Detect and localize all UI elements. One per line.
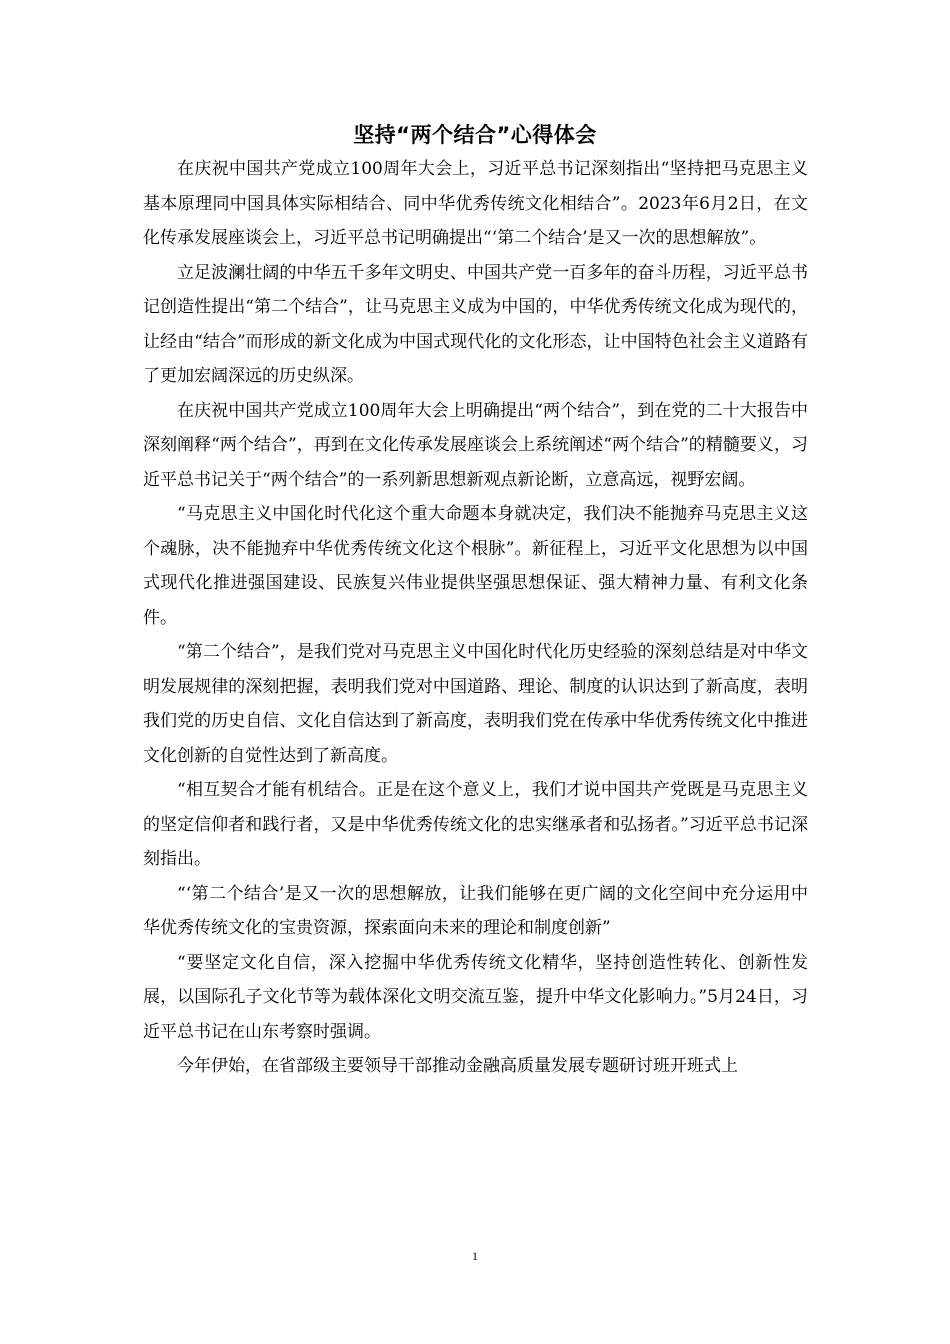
paragraph: 在庆祝中国共产党成立100周年大会上明确提出“两个结合”，到在党的二十大报告中深刻阐释“两个结合”，再到在文化传承发展座谈会上系统阐述“两个结合”的精髓要义，习近平总书记关于“两个结合”的一系列新思想新观点新论断，立意高远，视野宏阔。: [143, 400, 808, 490]
paragraph: “要坚定文化自信，深入挖掘中华优秀传统文化精华，坚持创造性转化、创新性发展，以国际孔子文化节等为载体深化文明交流互鉴，提升中华文化影响力。”5月24日，习近平总书记在山东考察时强调。: [143, 952, 808, 1042]
paragraph: 立足波澜壮阔的中华五千多年文明史、中国共产党一百多年的奋斗历程，习近平总书记创造性提出“第二个结合”，让马克思主义成为中国的，中华优秀传统文化成为现代的，让经由“结合”而形成的新文化成为中国式现代化的文化形态，让中国特色社会主义道路有了更加宏阔深远的历史纵深。: [143, 262, 808, 386]
document-body: [143, 152, 808, 1084]
paragraph: 在庆祝中国共产党成立100周年大会上，习近平总书记深刻指出“坚持把马克思主义基本原理同中国具体实际相结合、同中华优秀传统文化相结合”。2023年6月2日，在文化传承发展座谈会上，习近平总书记明确提出“‘第二个结合’是又一次的思想解放”。: [143, 159, 808, 248]
paragraph: “‘第二个结合’是又一次的思想解放，让我们能够在更广阔的文化空间中充分运用中华优秀传统文化的宝贵资源，探索面向未来的理论和制度创新”: [143, 883, 808, 938]
paragraph: “相互契合才能有机结合。正是在这个意义上，我们才说中国共产党既是马克思主义的坚定信仰者和践行者，又是中华优秀传统文化的忠实继承者和弘扬者。”习近平总书记深刻指出。: [143, 780, 808, 869]
paragraph: “马克思主义中国化时代化这个重大命题本身就决定，我们决不能抛弃马克思主义这个魂脉，决不能抛弃中华优秀传统文化这个根脉”。新征程上，习近平文化思想为以中国式现代化推进强国建设、民族复兴伟业提供坚强思想保证、强大精神力量、有利文化条件。: [143, 504, 808, 628]
paragraph: 今年伊始，在省部级主要领导干部推动金融高质量发展专题研讨班开班式上: [177, 1056, 738, 1076]
document-title: 坚持“两个结合”心得体会: [353, 123, 597, 147]
page-number: 1: [472, 1249, 478, 1263]
paragraph: “第二个结合”，是我们党对马克思主义中国化时代化历史经验的深刻总结是对中华文明发展规律的深刻把握，表明我们党对中国道路、理论、制度的认识达到了新高度，表明我们党的历史自信、文化自信达到了新高度，表明我们党在传承中华优秀传统文化中推进文化创新的自觉性达到了新高度。: [143, 642, 808, 766]
